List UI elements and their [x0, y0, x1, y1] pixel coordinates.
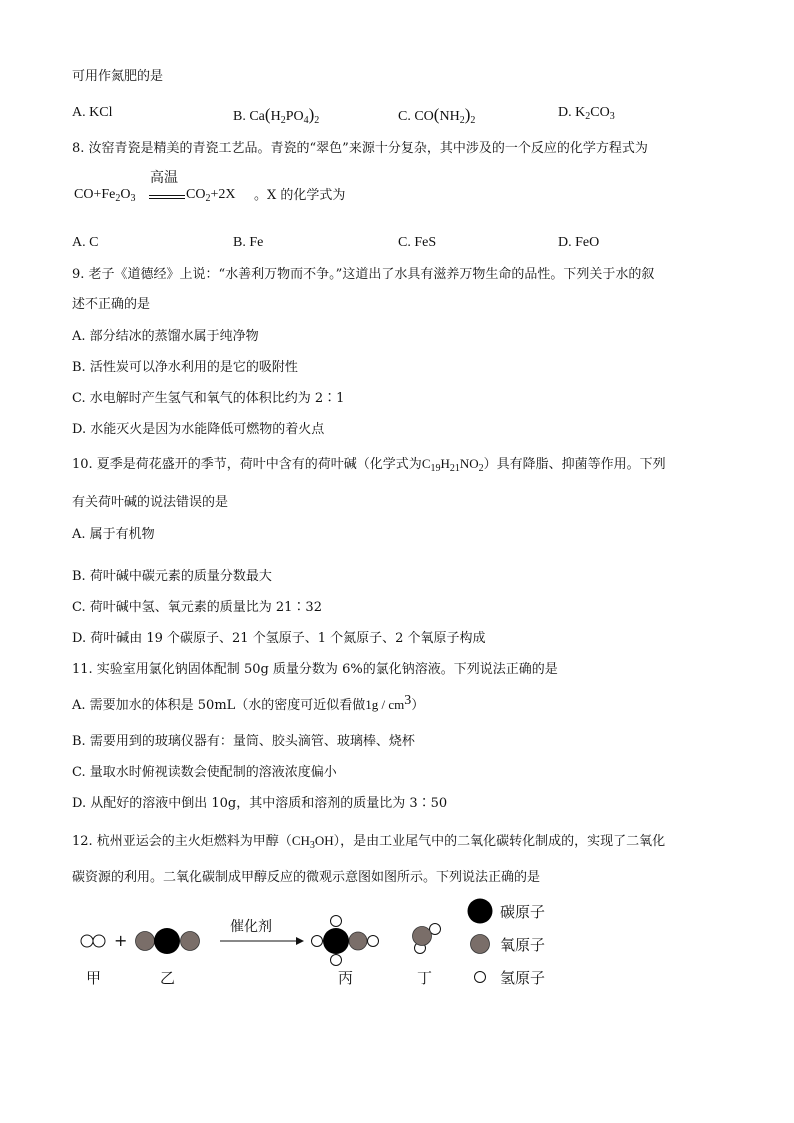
q9-stem-line2: 述不正确的是: [72, 297, 151, 312]
q8-option-d: D. FeO: [558, 235, 600, 250]
q8-stem: 8. 汝窑青瓷是精美的青瓷工艺品。青瓷的“翠色”来源十分复杂，其中涉及的一个反应的化学方程式为: [72, 141, 648, 156]
q11-stem: 11. 实验室用氯化钠固体配制 50g 质量分数为 6%的氯化钠溶液。下列说法正确的是: [72, 662, 558, 677]
q11-option-a: A. 需要加水的体积是 50mL（水的密度可近似看做$1g / cm^3$）: [72, 693, 425, 713]
q9-stem-line1: 9. 老子《道德经》上说：“水善利万物而不争。”这道出了水具有滋养万物生命的品性。下列关于水的叙: [72, 267, 655, 282]
q8-option-c: C. FeS: [398, 235, 437, 250]
q9-option-a: A. 部分结冰的蒸馏水属于纯净物: [72, 329, 259, 344]
q9-option-c: C. 水电解时产生氢气和氧气的体积比约为 2∶1: [72, 391, 345, 406]
q7-option-b: B. $Ca(H_2PO_4)_2$: [233, 105, 320, 126]
q8-option-b: B. Fe: [233, 235, 264, 250]
label-ding: 丁: [417, 969, 433, 987]
q7-stem-tail: 可用作氮肥的是: [72, 69, 164, 84]
q7-option-a: A. KCl: [72, 105, 113, 120]
q12-stem-line1: 12. 杭州亚运会的主火炬燃料为甲醇$(CH_3OH)$，是由工业尾气中的二氧化碳转化制成的，实现了二氧化: [72, 833, 666, 851]
q8-option-a: A. C: [72, 235, 99, 250]
molecule-yi-co2: [136, 928, 200, 954]
q10-option-c: C. 荷叶碱中氢、氧元素的质量比为 21∶32: [72, 600, 322, 615]
molecule-jia-h2: [81, 935, 105, 947]
label-yi: 乙: [160, 969, 176, 987]
q11-option-b: B. 需要用到的玻璃仪器有：量筒、胶头滴管、玻璃棒、烧杯: [72, 734, 415, 749]
q9-option-b: B. 活性炭可以净水利用的是它的吸附性: [72, 360, 298, 375]
label-jia: 甲: [86, 969, 102, 987]
q7-option-c: C. $CO(NH_2)_2$: [398, 105, 476, 126]
molecule-ding-water: [413, 924, 441, 954]
legend-carbon: 碳原子: [500, 903, 546, 921]
q11-option-c: C. 量取水时俯视读数会使配制的溶液浓度偏小: [72, 765, 337, 780]
q11-option-d: D. 从配好的溶液中倒出 10g，其中溶质和溶剂的质量比为 3∶50: [72, 796, 448, 811]
q8-equals-line-top: [149, 195, 185, 196]
q10-option-a: A. 属于有机物: [72, 527, 155, 542]
legend-oxygen-swatch: [471, 935, 490, 954]
q7-option-d: D. $K_2CO_3$: [558, 105, 615, 122]
q8-equation: $CO+Fe_2O_3$ 高温 $CO_2+2X$ 。X 的化学式为: [74, 171, 346, 204]
legend: [468, 899, 546, 988]
legend-carbon-swatch: [468, 899, 493, 924]
q12-stem-line2: 碳资源的利用。二氧化碳制成甲醇反应的微观示意图如图所示。下列说法正确的是: [72, 870, 541, 885]
label-bing: 丙: [338, 969, 354, 987]
legend-hydrogen-swatch: [475, 972, 486, 983]
legend-oxygen: 氧原子: [500, 936, 546, 954]
molecule-bing-methanol: [312, 916, 379, 966]
catalyst-label: 催化剂: [230, 919, 272, 935]
plus-sign: +: [114, 931, 128, 950]
q9-option-d: D. 水能灭火是因为水能降低可燃物的着火点: [72, 422, 325, 437]
q8-equals-line-bottom: [149, 198, 185, 199]
q8-condition: 高温: [150, 171, 178, 186]
q10-option-b: B. 荷叶碱中碳元素的质量分数最大: [72, 569, 272, 584]
legend-hydrogen: 氢原子: [500, 969, 546, 987]
q10-option-d: D. 荷叶碱由 19 个碳原子、21 个氢原子、1 个氮原子、2 个氧原子构成: [72, 631, 486, 646]
q10-stem-line1: 10. 夏季是荷花盛开的季节，荷叶中含有的荷叶碱（化学式为$C_{19}H_{21}NO_2$）具有降脂、抑菌等作用。下列: [72, 456, 666, 474]
q10-stem-line2: 有关荷叶碱的说法错误的是: [72, 495, 229, 510]
q12-reaction-diagram: [0, 893, 794, 1023]
reaction-arrow-head: [296, 937, 304, 945]
